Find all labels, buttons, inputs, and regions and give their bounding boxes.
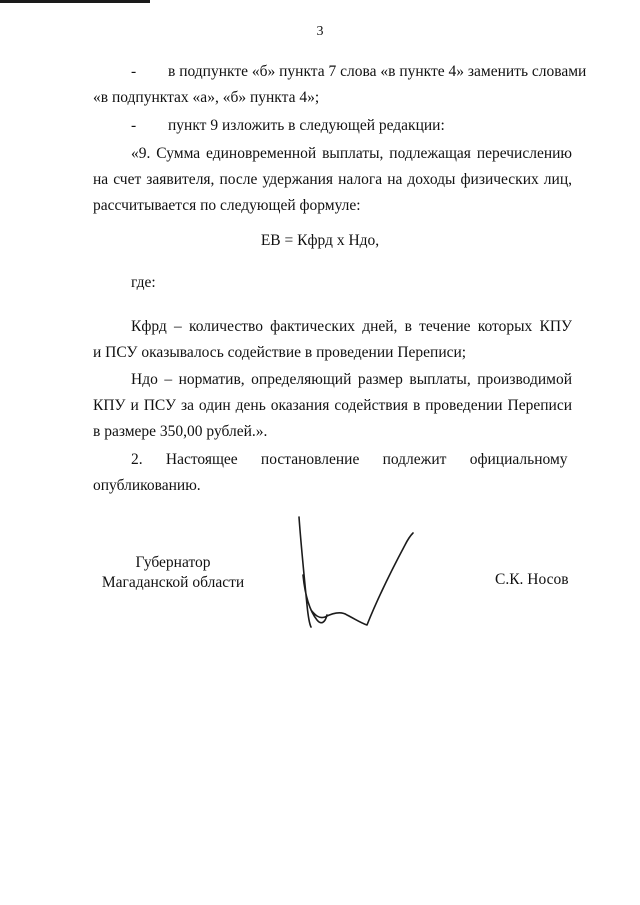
text-line: в размере 350,00 рублей.». <box>93 423 268 440</box>
text-line: в подпункте «б» пункта 7 слова «в пункте 4» заменить словами <box>168 63 587 80</box>
text-line: и ПСУ оказывалось содействие в проведении Переписи; <box>93 344 467 361</box>
formula: ЕВ = Кфрд х Ндо, <box>260 232 380 249</box>
bullet-dash: - <box>131 117 137 134</box>
signer-title: Магаданской области <box>101 574 245 591</box>
text-line: где: <box>131 274 156 291</box>
text-line: на счет заявителя, после удержания налога на доходы физических лиц, <box>93 171 572 188</box>
top-border-mark <box>0 0 150 3</box>
text-line: 2. Настоящее постановление подлежит официальному <box>131 451 568 468</box>
text-line: опубликованию. <box>93 477 201 494</box>
signer-title: Губернатор <box>135 554 211 571</box>
text-line: «в подпунктах «а», «б» пункта 4»; <box>93 89 320 106</box>
page-number: 3 <box>316 24 324 39</box>
text-line: рассчитывается по следующей формуле: <box>93 197 361 214</box>
text-line: КПУ и ПСУ за один день оказания содействия в проведении Переписи <box>93 397 572 414</box>
text-line: Кфрд – количество фактических дней, в течение которых КПУ <box>131 318 572 335</box>
handwritten-signature <box>295 515 420 635</box>
text-line: пункт 9 изложить в следующей редакции: <box>168 117 445 134</box>
signer-name: С.К. Носов <box>495 571 569 588</box>
text-line: «9. Сумма единовременной выплаты, подлежащая перечислению <box>131 145 572 162</box>
bullet-dash: - <box>131 63 137 80</box>
text-line: Ндо – норматив, определяющий размер выплаты, производимой <box>131 371 572 388</box>
